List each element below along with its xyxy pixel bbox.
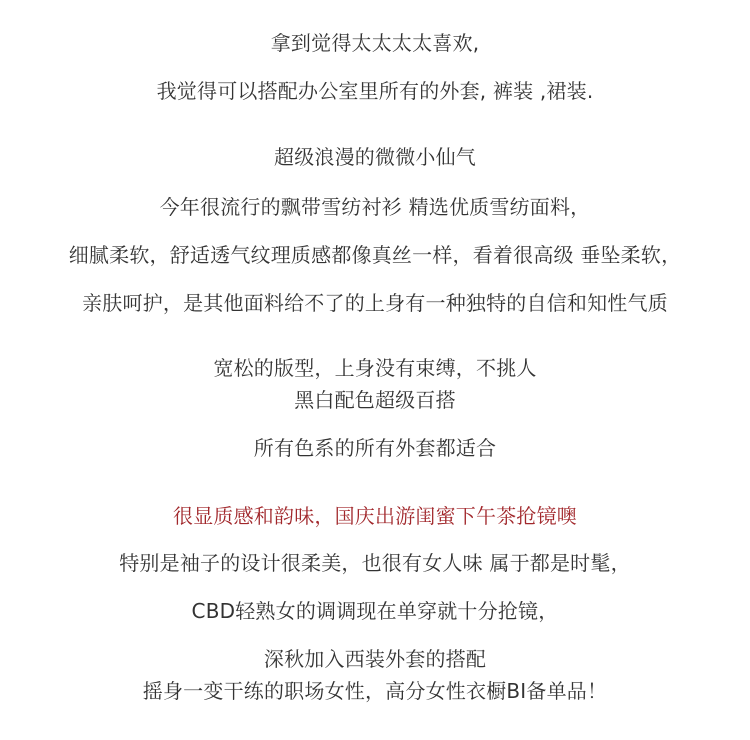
text-line-6: 亲肤呵护，是其他面料给不了的上身有一种独特的自信和知性气质 [82,291,668,315]
highlight-line: 很显质感和韵味，国庆出游闺蜜下午茶抢镜噢 [173,504,577,528]
text-line-1: 拿到觉得太太太太喜欢, [270,31,480,55]
text-line-9: 所有色系的所有外套都适合 [253,436,497,460]
text-line-13: 深秋加入西装外套的搭配 [263,647,487,671]
text-line-5: 细腻柔软，舒适透气纹理质感都像真丝一样，看着很高级 垂坠柔软， [68,243,682,267]
text-line-4: 今年很流行的飘带雪纺衬衫 精选优质雪纺面料， [159,195,591,219]
text-line-7: 宽松的版型，上身没有束缚，不挑人 [213,356,537,380]
text-line-11: 特别是袖子的设计很柔美，也很有女人味 属于都是时髦， [119,551,631,575]
text-line-3: 超级浪漫的微微小仙气 [274,145,476,169]
text-line-2: 我觉得可以搭配办公室里所有的外套, 裤装 ,裙装. [156,79,594,103]
text-line-12: CBD轻熟女的调调现在单穿就十分抢镜， [191,599,559,623]
text-line-14: 摇身一变干练的职场女性，高分女性衣橱BI备单品！ [142,679,608,703]
text-line-8: 黑白配色超级百搭 [294,388,456,412]
